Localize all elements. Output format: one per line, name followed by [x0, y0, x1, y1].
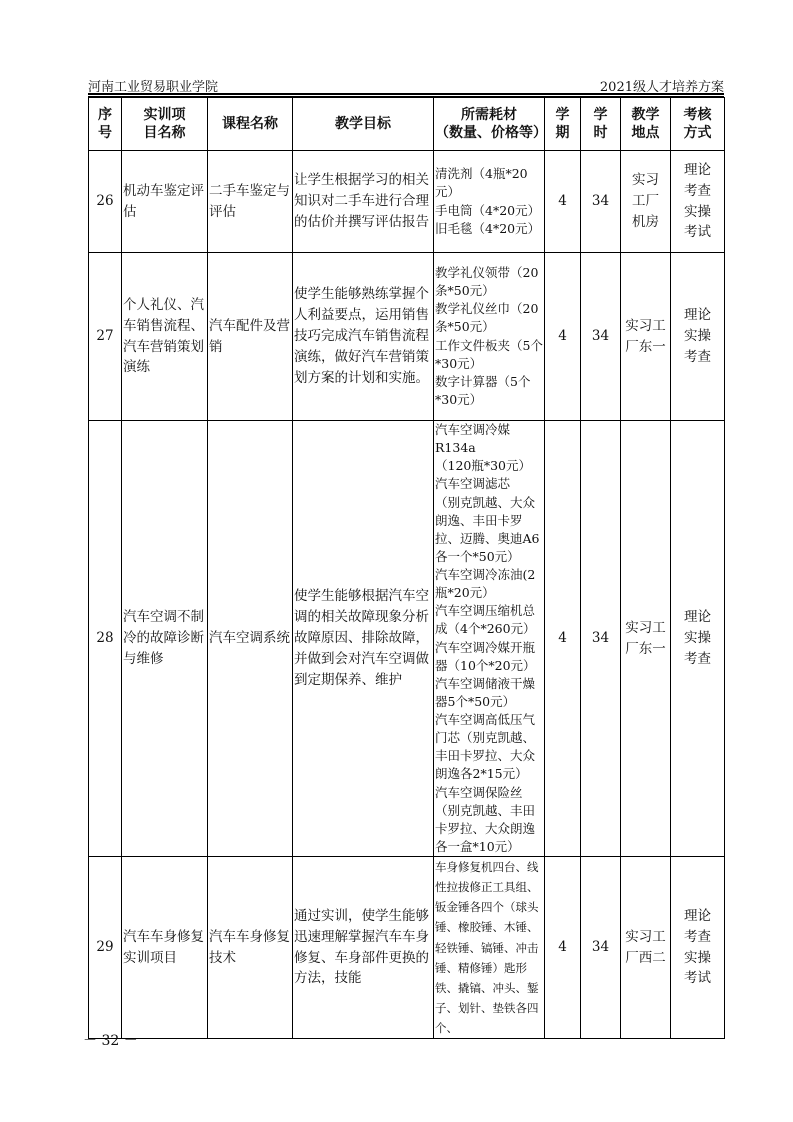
exam-line: 考查	[684, 182, 711, 199]
table-row	[89, 253, 725, 421]
cell-hours: 34	[581, 421, 621, 857]
exam-line: 理论	[684, 609, 711, 626]
exam-line: 理论	[684, 907, 711, 924]
cell-term: 4	[545, 857, 581, 1039]
cell-materials	[434, 857, 545, 1039]
exam-line: 考试	[684, 970, 711, 987]
material-item: 旧毛毯（4*20元）	[435, 220, 541, 236]
material-item: （别克凯越、丰田卡罗拉、大众朗逸各一盒*10元）	[435, 802, 536, 854]
material-item: 车身修复机四台、线性拉拔修正工具组、钣金锤各四个（球头锤、橡胶锤、木锤、轻铁锤、镐锤、冲击锤、精修锤）匙形铁、撬镐、冲头、錾子、划针、垫铁各四个、	[435, 860, 539, 1035]
exam-line: 实操	[684, 630, 711, 647]
place-line: 厂西二	[625, 949, 666, 966]
cell-no: 28	[89, 421, 122, 857]
cell-project: 机动车鉴定评估	[122, 151, 208, 253]
material-item: 汽车空调冷媒R134a	[435, 422, 511, 456]
col-header-course	[208, 98, 293, 151]
material-item: 汽车空调储液干燥器5个*50元）	[435, 675, 536, 709]
cell-hours: 34	[581, 253, 621, 421]
cell-no: 29	[89, 857, 122, 1039]
header-line: 序	[98, 106, 112, 123]
material-item: 汽车空调冷媒开瓶器（10个*20元）	[435, 639, 536, 673]
cell-materials	[434, 253, 545, 421]
header-line: 学	[555, 106, 570, 123]
material-item: 汽车空调压缩机总成（4个*260元）	[435, 603, 536, 637]
material-item: （别克凯越、大众朗逸、丰田卡罗拉、迈腾、奥迪A6各一个*50元）	[435, 494, 540, 564]
cell-place	[621, 151, 671, 253]
cell-term: 4	[545, 421, 581, 857]
header-line: 期	[555, 125, 570, 141]
cell-term: 4	[545, 253, 581, 421]
cell-course: 汽车配件及营销	[208, 253, 293, 421]
header-line: 所需耗材	[461, 106, 517, 123]
col-header-goal	[293, 98, 434, 151]
header-document-title: 2021级人才培养方案	[599, 80, 724, 95]
cell-no: 27	[89, 253, 122, 421]
cell-course: 二手车鉴定与评估	[208, 151, 293, 253]
place-line: 实习工	[625, 317, 666, 334]
material-item: （120瓶*30元）	[435, 458, 532, 474]
header-line: 时	[593, 125, 608, 141]
place-line: 实习	[632, 172, 659, 189]
exam-line: 考查	[684, 928, 711, 945]
cell-place	[621, 421, 671, 857]
cell-exam	[671, 253, 725, 421]
material-item: 手电筒（4*20元）	[435, 202, 541, 218]
exam-line: 实操	[684, 328, 711, 345]
training-table	[88, 97, 725, 1039]
cell-exam	[671, 857, 725, 1039]
place-line: 厂东一	[625, 640, 666, 657]
table-row	[89, 421, 725, 857]
col-header-place	[621, 98, 671, 151]
header-line: 课程名称	[222, 115, 278, 132]
material-item: 清洗剂（4瓶*20元）	[435, 166, 528, 200]
header-line: 考核	[683, 106, 712, 123]
cell-course: 汽车空调系统	[208, 421, 293, 857]
header-line: 方式	[683, 125, 712, 141]
cell-exam	[671, 421, 725, 857]
header-line: 实训项	[143, 106, 186, 123]
exam-line: 理论	[684, 161, 711, 178]
place-line: 实习工	[625, 619, 666, 636]
cell-place	[621, 857, 671, 1039]
cell-course: 汽车车身修复技术	[208, 857, 293, 1039]
cell-materials	[434, 421, 545, 857]
material-item: 汽车空调高低压气门芯（别克凯越、丰田卡罗拉、大众朗逸各2*15元）	[435, 712, 536, 782]
header-line: （数量、价格等）	[435, 125, 547, 141]
cell-place	[621, 253, 671, 421]
cell-project: 汽车车身修复实训项目	[122, 857, 208, 1039]
header-line: 教学	[631, 106, 660, 123]
header-rule-thick	[88, 93, 724, 95]
col-header-no	[89, 98, 122, 151]
header-line: 目名称	[143, 125, 186, 141]
page-number: － 32 －	[83, 1033, 138, 1049]
header-line: 地点	[631, 125, 660, 141]
material-item: 汽车空调冷冻油(2瓶*20元）	[435, 567, 536, 601]
col-header-term	[545, 98, 581, 151]
material-item: 教学礼仪领带（20条*50元）	[435, 265, 539, 299]
place-line: 工厂	[632, 193, 659, 210]
col-header-project	[122, 98, 208, 151]
cell-no: 26	[89, 151, 122, 253]
cell-project: 汽车空调不制冷的故障诊断与维修	[122, 421, 208, 857]
table-header-row	[89, 98, 725, 151]
cell-term: 4	[545, 151, 581, 253]
cell-exam	[671, 151, 725, 253]
page-header	[88, 76, 724, 94]
exam-line: 考查	[684, 348, 711, 365]
cell-project: 个人礼仪、汽车销售流程、汽车营销策划演练	[122, 253, 208, 421]
cell-materials	[434, 151, 545, 253]
exam-line: 理论	[684, 307, 711, 324]
exam-line: 实操	[684, 203, 711, 220]
place-line: 机房	[632, 213, 659, 230]
header-line: 教学目标	[335, 115, 391, 132]
material-item: 工作文件板夹（5个*30元）	[435, 337, 543, 371]
header-line: 号	[98, 125, 112, 141]
place-line: 实习工	[625, 928, 666, 945]
material-item: 教学礼仪丝巾（20条*50元）	[435, 301, 539, 335]
col-header-materials	[434, 98, 545, 151]
exam-line: 考试	[684, 224, 711, 241]
table-row	[89, 151, 725, 253]
table-row	[89, 857, 725, 1039]
header-line: 学	[593, 106, 608, 123]
material-item: 汽车空调滤芯	[435, 476, 511, 492]
cell-goal: 使学生能够熟练掌握个人利益要点，运用销售技巧完成汽车销售流程演练，做好汽车营销策划方案的计划和实施。	[293, 253, 434, 421]
col-header-exam	[671, 98, 725, 151]
material-item: 汽车空调保险丝	[435, 784, 523, 800]
exam-line: 考查	[684, 650, 711, 667]
place-line: 厂东一	[625, 338, 666, 355]
cell-goal: 让学生根据学习的相关知识对二手车进行合理的估价并撰写评估报告	[293, 151, 434, 253]
cell-goal: 使学生能够根据汽车空调的相关故障现象分析故障原因、排除故障，并做到会对汽车空调做到定期保养、维护	[293, 421, 434, 857]
exam-line: 实操	[684, 949, 711, 966]
material-item: 数字计算器（5个*30元）	[435, 373, 531, 407]
cell-hours: 34	[581, 151, 621, 253]
cell-hours: 34	[581, 857, 621, 1039]
cell-goal: 通过实训，使学生能够迅速理解掌握汽车车身修复、车身部件更换的方法，技能	[293, 857, 434, 1039]
header-school-name: 河南工业贸易职业学院	[88, 80, 219, 95]
col-header-hours	[581, 98, 621, 151]
